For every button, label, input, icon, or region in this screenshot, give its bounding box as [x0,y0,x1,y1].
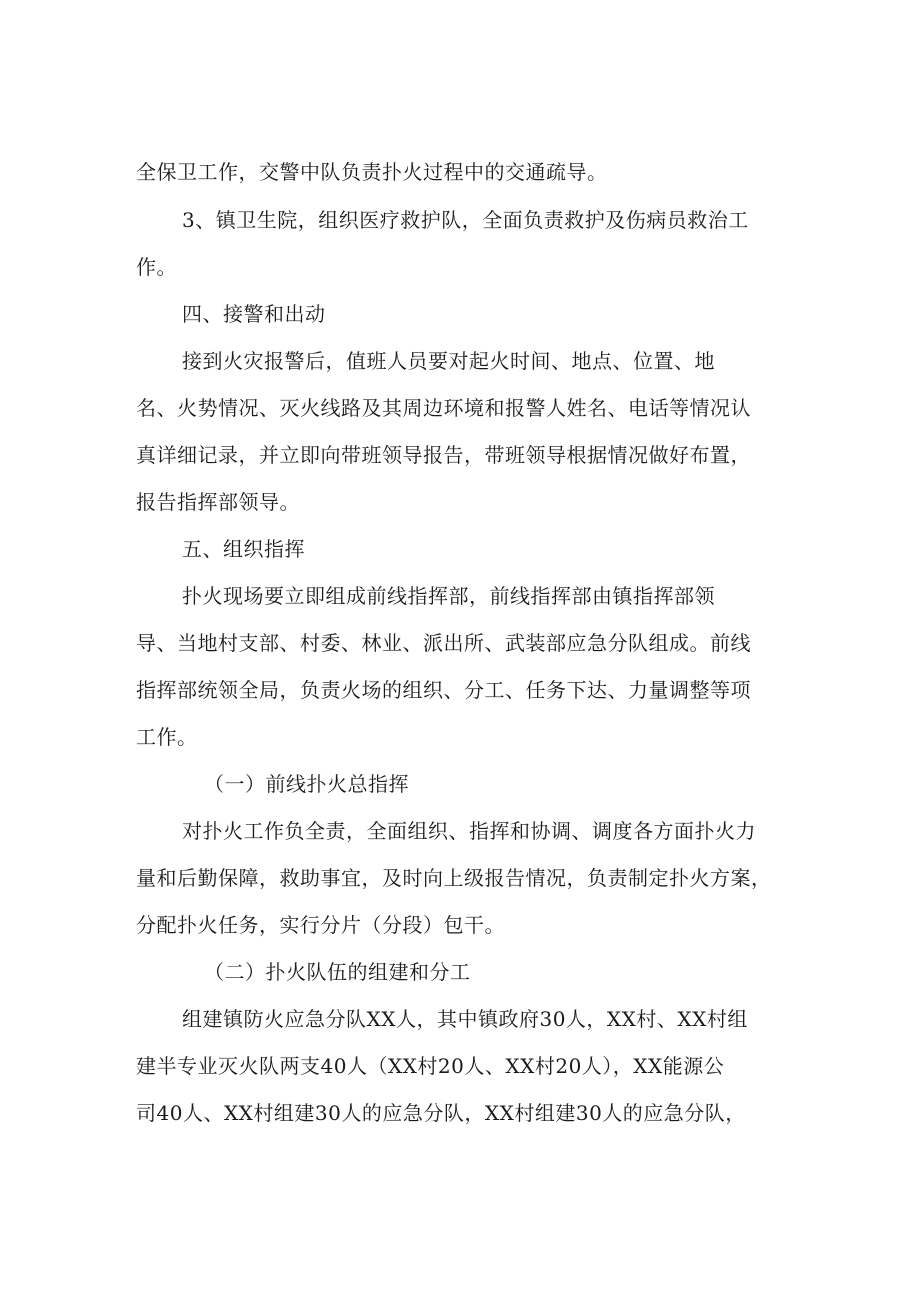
paragraph-line-1: 全保卫工作，交警中队负责扑火过程中的交通疏导。 [136,160,608,184]
paragraph-line-12: 指挥部统领全局，负责火场的组织、分工、任务下达、力量调整等项 [136,678,751,702]
paragraph-line-16: 量和后勤保障，救助事宜，及时向上级报告情况，负责制定扑火方案， [136,866,772,890]
section-heading-5: 五、组织指挥 [182,537,305,561]
paragraph-line-5: 接到火灾报警后，值班人员要对起火时间、地点、位置、地 [182,349,715,373]
subheading-2: （二）扑火队伍的组建和分工 [204,960,471,984]
paragraph-line-8: 报告指挥部领导。 [136,490,300,514]
paragraph-line-17: 分配扑火任务，实行分片（分段）包干。 [136,913,505,937]
paragraph-line-15: 对扑火工作负全责，全面组织、指挥和协调、调度各方面扑火力 [182,819,756,843]
paragraph-line-11: 导、当地村支部、村委、林业、派出所、武装部应急分队组成。前线 [136,631,751,655]
paragraph-line-20: 建半专业灭火队两支40人（XX村20人、XX村20人），XX能源公 [136,1054,725,1078]
paragraph-line-6: 名、火势情况、灭火线路及其周边环境和报警人姓名、电话等情况认 [136,396,751,420]
paragraph-line-3: 作。 [136,255,177,279]
paragraph-line-19: 组建镇防火应急分队XX人，其中镇政府30人，XX村、XX村组 [182,1007,748,1031]
paragraph-line-10: 扑火现场要立即组成前线指挥部，前线指挥部由镇指挥部领 [182,584,715,608]
subheading-1: （一）前线扑火总指挥 [204,772,409,796]
paragraph-line-7: 真详细记录，并立即向带班领导报告，带班领导根据情况做好布置， [136,443,751,467]
paragraph-line-2: 3、镇卫生院，组织医疗救护队，全面负责救护及伤病员救治工 [182,208,749,232]
paragraph-line-21: 司40人、XX村组建30人的应急分队，XX村组建30人的应急分队， [136,1101,746,1125]
section-heading-4: 四、接警和出动 [182,302,326,326]
paragraph-line-13: 工作。 [136,725,198,749]
